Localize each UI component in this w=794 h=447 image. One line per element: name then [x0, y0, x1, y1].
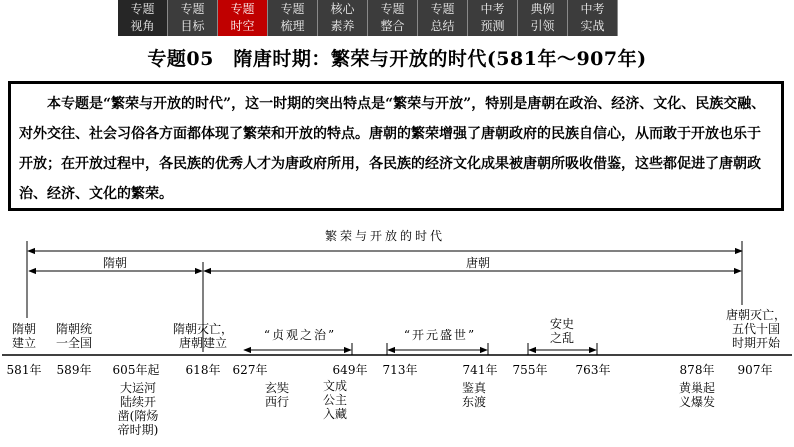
event-above-2-line-0: 隋朝灭亡， — [172, 322, 234, 336]
event-below-2-line-2: 入藏 — [322, 407, 348, 421]
event-above-2-line-1: 唐朝建立 — [178, 336, 228, 350]
year-label-3: 618年 — [185, 363, 221, 377]
event-below-0-line-1: 陆续开 — [119, 395, 157, 409]
nav-tab-2[interactable]: 专题 时空 — [218, 0, 268, 36]
year-label-8: 755年 — [512, 363, 548, 377]
year-label-9: 763年 — [575, 363, 611, 377]
event-below-0-line-3: 帝时期) — [117, 423, 159, 437]
event-above-0-line-1: 建立 — [11, 336, 37, 350]
period-anshi-label-line2: 之乱 — [549, 331, 575, 345]
period-kaiyuan-label: “开元盛世” — [403, 328, 477, 342]
period-zhenguan-label: “贞观之治” — [263, 328, 337, 342]
nav-tab-5[interactable]: 专题 整合 — [368, 0, 418, 36]
event-below-0-line-0: 大运河 — [119, 381, 157, 395]
event-below-2-line-1: 公主 — [322, 393, 348, 407]
event-below-4-line-0: 黄巢起 — [678, 381, 716, 395]
nav-tab-4[interactable]: 核心 素养 — [318, 0, 368, 36]
event-below-0-line-2: 凿(隋炀 — [117, 409, 159, 423]
event-below-1-line-1: 西行 — [264, 395, 290, 409]
year-labels — [7, 362, 773, 377]
event-below-2-line-0: 文成 — [322, 379, 348, 393]
event-above-1-line-1: 一全国 — [55, 336, 93, 350]
year-label-5: 649年 — [332, 363, 368, 377]
event-above-3-line-2: 时期开始 — [731, 336, 781, 350]
year-label-2: 605年起 — [112, 363, 160, 377]
year-label-11: 907年 — [737, 363, 773, 377]
nav-tab-1[interactable]: 专题 目标 — [168, 0, 218, 36]
event-above-0-line-0: 隋朝 — [11, 322, 37, 336]
events-above — [12, 307, 786, 350]
nav-tab-3[interactable]: 专题 梳理 — [268, 0, 318, 36]
event-above-1-line-0: 隋朝统 — [55, 322, 93, 336]
nav-tab-7[interactable]: 中考 预测 — [468, 0, 518, 36]
year-label-1: 589年 — [56, 363, 92, 377]
year-label-7: 741年 — [462, 363, 498, 377]
nav-tab-8[interactable]: 典例 引领 — [518, 0, 568, 36]
tang-label: 唐朝 — [465, 256, 491, 270]
event-above-3-line-1: 五代十国 — [731, 322, 781, 336]
intro-box: 本专题是“繁荣与开放的时代”，这一时期的突出特点是“繁荣与开放”，特别是唐朝在政治、经济、文化、民族交融、对外交往、社会习俗各方面都体现了繁荣和开放的特点。唐朝的繁荣增强了唐朝政府的民族自信心，从而敢于开放也乐于开放；在开放过程中，各民族的优秀人才为唐政府所用，各民族的经济文化成果被唐朝所吸收借鉴，这些都促进了唐朝政治、经济、文化的繁荣。 — [8, 81, 784, 211]
event-below-3-line-0: 鉴真 — [461, 381, 487, 395]
era-label: 繁荣与开放的时代 — [324, 229, 446, 243]
period-anshi-label — [550, 316, 574, 345]
year-label-10: 878年 — [679, 363, 715, 377]
sui-label: 隋朝 — [102, 256, 128, 270]
event-below-1-line-0: 玄奘 — [264, 381, 290, 395]
period-anshi-label-line1: 安史 — [549, 317, 575, 331]
event-below-3-line-1: 东渡 — [461, 395, 487, 409]
nav-tab-9[interactable]: 中考 实战 — [568, 0, 618, 36]
page-title: 专题05 隋唐时期：繁荣与开放的时代(581年～907年) — [147, 48, 647, 70]
events-below — [118, 378, 715, 437]
year-label-0: 581年 — [6, 363, 42, 377]
year-label-4: 627年 — [232, 363, 268, 377]
year-label-6: 713年 — [382, 363, 418, 377]
nav-tab-6[interactable]: 专题 总结 — [418, 0, 468, 36]
event-below-4-line-1: 义爆发 — [678, 395, 716, 409]
event-above-3-line-0: 唐朝灭亡， — [725, 308, 787, 322]
nav-tab-0[interactable]: 专题 视角 — [118, 0, 168, 36]
